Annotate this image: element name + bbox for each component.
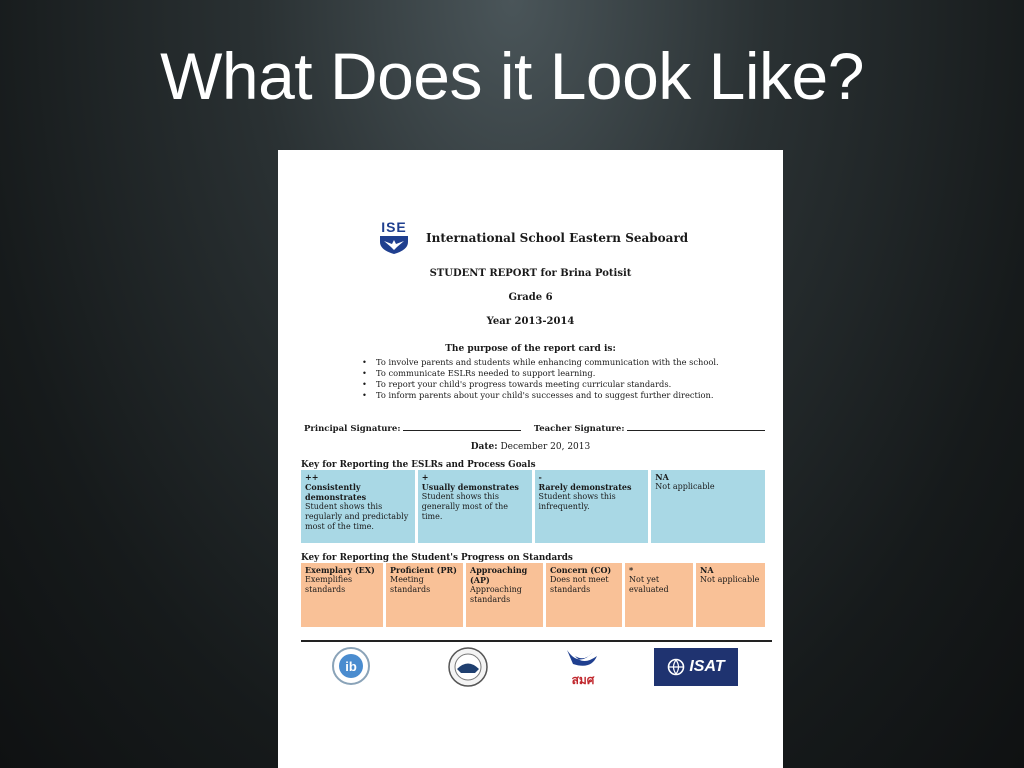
school-name: International School Eastern Seaboard [426,231,689,245]
smkt-logo-text: สมศ [571,673,595,687]
eslr-key-title: Key for Reporting the ESLRs and Process Goals [301,460,536,470]
eslr-desc: Not applicable [655,482,715,491]
eslr-key-cell [301,470,415,543]
date-value: December 20, 2013 [500,442,591,452]
isat-logo-text: ISAT [689,658,725,675]
year-label: Year 2013-2014 [486,316,575,327]
date-row [278,442,783,452]
standards-key-cell [696,563,765,627]
standards-desc: Not applicable [700,575,760,584]
principal-signature-line [403,422,521,431]
report-card-image [278,150,783,768]
signature-row [304,422,765,434]
standards-desc: Meeting standards [390,575,431,594]
standards-name: * [629,565,634,575]
eslr-key-table [301,470,765,543]
standards-key-table [301,563,765,627]
standards-name: Approaching (AP) [470,565,528,585]
list-item: • To report your child's progress towards meeting curricular standards. [362,379,719,390]
eslr-key-cell [418,470,532,543]
eagle-shield-icon [378,234,410,254]
standards-key-cell [546,563,622,627]
eslr-desc: Student shows this regularly and predictably most of the time. [305,502,409,531]
list-item: • To inform parents about your child's successes and to suggest further direction. [362,390,719,401]
eslr-symbol: + [421,472,429,482]
eslr-symbol: NA [655,472,669,482]
eslr-name: Consistently demonstrates [305,482,367,502]
standards-desc: Does not meet standards [550,575,609,594]
report-header [374,220,688,256]
smkt-logo [561,646,605,686]
eslr-key-cell [535,470,649,543]
accreditation-logos [278,646,783,692]
smkt-logo-icon [563,646,603,670]
report-title: STUDENT REPORT for Brina Potisit [429,268,632,279]
footer-divider [301,640,772,642]
standards-name: Concern (CO) [550,565,612,575]
eslr-name: Usually demonstrates [421,482,519,492]
standards-key-cell [466,563,543,627]
school-logo-text: ISE [381,219,407,235]
eslr-symbol: ++ [305,472,319,482]
teacher-signature-line [627,422,765,431]
standards-key-cell [386,563,463,627]
grade-label: Grade 6 [508,292,553,303]
standards-desc: Approaching standards [470,585,522,604]
standards-desc: Not yet evaluated [629,575,669,594]
standards-desc: Exemplifies standards [305,575,353,594]
accreditation-seal-icon [443,646,493,688]
teacher-signature-label: Teacher Signature: [533,424,625,434]
standards-key-cell [625,563,693,627]
eslr-key-cell [651,470,765,543]
ib-world-school-icon [328,646,374,686]
eslr-name: Rarely demonstrates [538,482,632,492]
principal-signature-label: Principal Signature: [304,424,401,434]
eslr-symbol: - [538,472,542,482]
standards-key-cell [301,563,383,627]
standards-name: Proficient (PR) [390,565,457,575]
eslr-desc: Student shows this infrequently. [538,492,616,511]
date-label: Date: [470,442,498,452]
eslr-desc: Student shows this generally most of the time. [421,492,508,521]
standards-name: Exemplary (EX) [305,565,375,575]
list-item: • To communicate ESLRs needed to support learning. [362,368,719,379]
school-logo [374,219,414,257]
svg-text:ib: ib [345,659,357,674]
slide-title: What Does it Look Like? [160,39,864,113]
standards-key-title: Key for Reporting the Student's Progress on Standards [301,553,573,563]
standards-name: NA [700,565,714,575]
purpose-list [362,357,719,401]
purpose-heading: The purpose of the report card is: [445,344,616,354]
isat-logo [654,648,738,686]
isat-logo-icon [667,658,685,676]
list-item: • To involve parents and students while enhancing communication with the school. [362,357,719,368]
